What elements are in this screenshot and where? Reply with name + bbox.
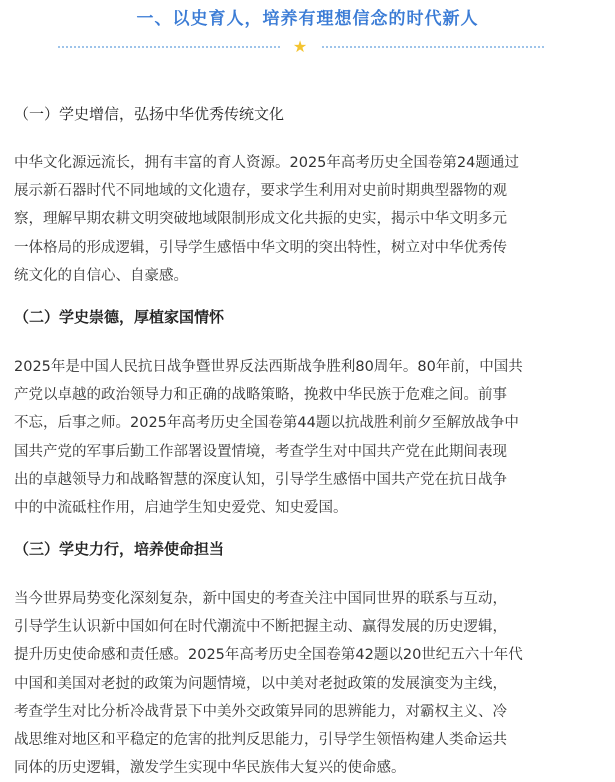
paragraph-line: 一体格局的形成逻辑，引导学生感悟中华文明的突出特性，树立对中华优秀传: [14, 239, 507, 256]
paragraph-line: 中的中流砥柱作用，启迪学生知史爱党、知史爱国。: [14, 500, 348, 517]
paragraph-line: 中华文化源远流长，拥有丰富的育人资源。2025年高考历史全国卷第24题通过: [14, 155, 519, 171]
section-1-paragraph: [14, 149, 604, 290]
section-1-heading: （一）学史增信，弘扬中华优秀传统文化: [14, 105, 285, 123]
paragraph-line: 提升历史使命感和责任感。2025年高考历史全国卷第42题以20世纪五六十年代: [14, 647, 523, 664]
section-2-heading: （二）学史崇德，厚植家国情怀: [14, 308, 225, 326]
paragraph-line: 出的卓越领导力和战略智慧的深度认知，引导学生感悟中国共产党在抗日战争: [14, 471, 507, 488]
paragraph-line: 国共产党的军事后勤工作部署设置情境，考查学生对中国共产党在此期间表现: [14, 443, 507, 460]
paragraph-line: 展示新石器时代不同地域的文化遗存，要求学生利用对史前时期典型器物的观: [14, 183, 507, 200]
paragraph-line: 考查学生对比分析冷战背景下中美外交政策异同的思辨能力，对霸权主义、冷: [14, 703, 507, 720]
title-divider-left: [58, 46, 280, 48]
paragraph-line: 同体的历史逻辑，激发学生实现中华民族伟大复兴的使命感。: [14, 760, 406, 777]
section-3-heading: （三）学史力行，培养使命担当: [14, 540, 225, 558]
paragraph-line: 产党以卓越的政治领导力和正确的战略策略，挽救中华民族于危难之间。前事: [14, 387, 507, 404]
paragraph-line: 2025年是中国人民抗日战争暨世界反法西斯战争胜利80周年。80年前，中国共: [14, 359, 523, 375]
page-title: 一、以史育人，培养有理想信念的时代新人: [136, 9, 479, 29]
paragraph-line: 不忘，后事之师。2025年高考历史全国卷第44题以抗战胜利前夕至解放战争中: [14, 415, 519, 432]
title-divider-right: [322, 46, 544, 48]
section-2-paragraph: [14, 353, 604, 522]
star-icon: ★: [292, 37, 308, 56]
paragraph-line: 战思维对地区和平稳定的危害的批判反思能力，引导学生领悟构建人类命运共: [14, 732, 507, 749]
paragraph-line: 统文化的自信心、自豪感。: [14, 267, 188, 284]
section-3-paragraph: [14, 585, 604, 782]
paragraph-line: 中国和美国对老挝的政策为问题情境，以中美对老挝政策的发展演变为主线，: [14, 675, 507, 692]
paragraph-line: 引导学生认识新中国如何在时代潮流中不断把握主动、赢得发展的历史逻辑，: [14, 619, 507, 636]
paragraph-line: 当今世界局势变化深刻复杂，新中国史的考查关注中国同世界的联系与互动，: [14, 591, 507, 607]
paragraph-line: 察，理解早期农耕文明突破地域限制形成文化共振的史实，揭示中华文明多元: [14, 211, 507, 228]
